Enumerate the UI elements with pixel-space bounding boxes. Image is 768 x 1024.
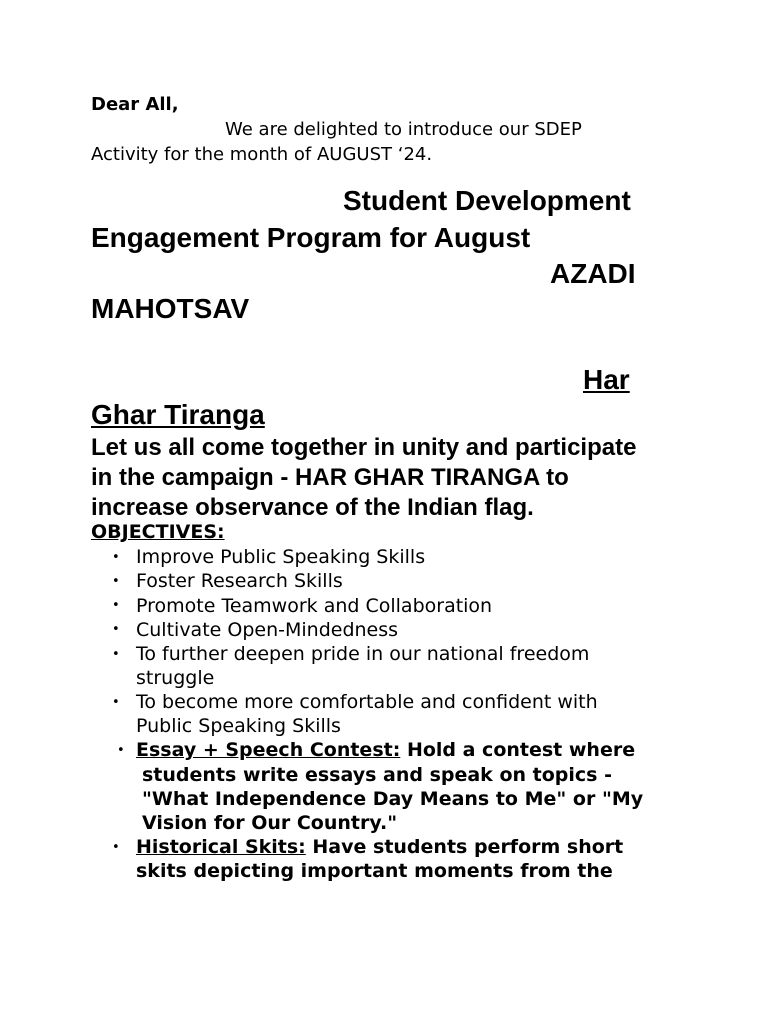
program-heading-line-1: Student Development xyxy=(343,185,631,216)
campaign-text-line-3: increase observance of the Indian flag. xyxy=(91,494,534,521)
list-item: Foster Research Skills xyxy=(136,570,343,592)
intro-line-2: Activity for the month of AUGUST ‘24. xyxy=(91,144,433,165)
bullet-icon: • xyxy=(112,550,120,565)
activity-text: Vision for Our Country." xyxy=(142,812,398,834)
list-item-continuation: Public Speaking Skills xyxy=(136,715,341,737)
activity-text: Hold a contest where xyxy=(406,739,636,761)
campaign-heading-line-1: Har xyxy=(583,364,630,395)
bullet-icon: • xyxy=(112,840,120,855)
bullet-icon: • xyxy=(112,622,120,637)
activity-item xyxy=(136,738,635,762)
list-item: Improve Public Speaking Skills xyxy=(136,546,426,568)
list-item: To become more comfortable and confident with xyxy=(136,691,598,713)
campaign-text-line-1: Let us all come together in unity and participate xyxy=(91,434,637,461)
theme-heading-line-1: AZADI xyxy=(550,258,636,289)
bullet-icon: • xyxy=(112,647,120,662)
list-item: Cultivate Open-Mindedness xyxy=(136,619,399,641)
bullet-icon: • xyxy=(117,743,125,758)
activity-text: "What Independence Day Means to Me" or "My xyxy=(142,788,644,810)
campaign-heading-line-2: Ghar Tiranga xyxy=(91,399,265,430)
bullet-icon: • xyxy=(112,574,120,589)
theme-heading-line-2: MAHOTSAV xyxy=(91,293,250,324)
campaign-text-line-2: in the campaign - HAR GHAR TIRANGA to xyxy=(91,464,569,491)
activity-label: Historical Skits: xyxy=(136,836,306,858)
program-heading-line-2: Engagement Program for August xyxy=(91,222,531,253)
activity-text: skits depicting important moments from the xyxy=(136,860,613,882)
activity-item xyxy=(136,835,623,859)
list-item: To further deepen pride in our national freedom xyxy=(136,643,590,665)
bullet-icon: • xyxy=(112,695,120,710)
list-item-continuation: struggle xyxy=(136,667,215,689)
activity-text: students write essays and speak on topics - xyxy=(142,764,612,786)
intro-line-1: We are delighted to introduce our SDEP xyxy=(225,119,582,140)
greeting: Dear All, xyxy=(91,94,179,115)
activity-label: Essay + Speech Contest: xyxy=(136,739,401,761)
activity-text: Have students perform short xyxy=(312,836,624,858)
list-item: Promote Teamwork and Collaboration xyxy=(136,595,493,617)
objectives-title: OBJECTIVES: xyxy=(91,521,225,543)
bullet-icon: • xyxy=(112,598,120,613)
